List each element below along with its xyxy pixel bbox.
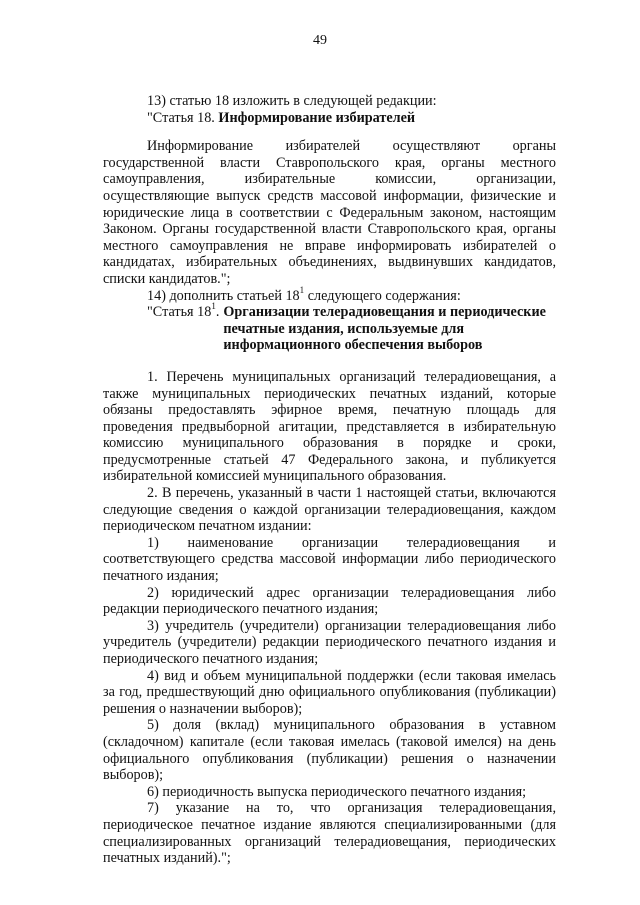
list-item: 5) доля (вклад) муниципального образования в уставном (складочном) капитале (если таковая имелась (таковой имелся) на день официального опубликования (публикации) решения о назначении выборов);	[103, 717, 556, 784]
document-body	[103, 93, 556, 867]
article-18-1-part-1: 1. Перечень муниципальных организаций телерадиовещания, а также муниципальных периодических печатных изданий, которые обязаны предоставлять эфирное время, печатную площадь для проведения предвыборной агитации, представляется в избирательную комиссию муниципального образования в порядке и сроки, предусмотренные статьей 47 Федерального закона, и публикуется избирательной комиссией муниципального образования.	[103, 368, 556, 485]
list-item: 1) наименование организации телерадиовещания и соответствующего средства массовой информации либо периодического печатного издания;	[103, 534, 556, 585]
amendment-14-sup: 1	[299, 284, 305, 295]
list-item: 2) юридический адрес организации телерадиовещания либо редакции периодического печатного издания;	[103, 584, 556, 618]
article-18-1-heading	[147, 301, 556, 354]
amendment-14-intro	[103, 284, 556, 305]
article-18-1-title: Организации телерадиовещания и периодические печатные издания, используемые для информационного обеспечения выборов	[223, 304, 546, 354]
amendment-14-text-end: следующего содержания:	[304, 287, 461, 304]
article-18-1-items	[103, 535, 556, 867]
article-18-1-label-dot: .	[215, 304, 220, 321]
amendment-14-text: 14) дополнить статьей 18	[147, 287, 300, 304]
article-18-text: Информирование избирателей осуществляют органы государственной власти Ставропольского края, органы местного самоуправления, избирательные комиссии, организации, осуществляющие выпуск средств массовой информации, физические и юридические лица в соответствии с Федеральным законом, настоящим Законом. Органы государственной власти Ставропольского края, органы местного самоуправления не вправе информировать избирателей о кандидатах, избирательных объединениях, выдвинувших кандидатов, списки кандидатов.";	[103, 138, 556, 287]
article-18-1-label-text: "Статья 18	[147, 304, 212, 321]
list-item: 7) указание на то, что организация телерадиовещания, периодическое печатное издание являются специализированными (для специализированных организаций телерадиовещания, периодических печатных изданий).";	[103, 800, 556, 867]
article-18-title: Информирование избирателей	[218, 109, 416, 126]
amendment-13-intro: 13) статью 18 изложить в следующей редакции:	[147, 93, 437, 109]
article-18-1-part-2: 2. В перечень, указанный в части 1 настоящей статьи, включаются следующие сведения о каждой организации телерадиовещания, каждом периодическом печатном издании:	[103, 485, 556, 535]
article-18-heading	[103, 110, 556, 127]
list-item: 4) вид и объем муниципальной поддержки (если таковая имелась за год, предшествующий дню официального опубликования (публикации) решения о назначении выборов);	[103, 667, 556, 717]
list-item: 3) учредитель (учредители) организации телерадиовещания либо учредитель (учредители) редакции периодического печатного издания и периодического печатного издания;	[103, 617, 556, 667]
page-number: 49	[313, 33, 327, 48]
list-item: 6) периодичность выпуска периодического печатного издания;	[147, 783, 527, 800]
article-18-1-label	[147, 301, 220, 354]
article-18-label: "Статья 18.	[147, 109, 215, 126]
article-18-1-label-sup: 1	[211, 301, 216, 312]
